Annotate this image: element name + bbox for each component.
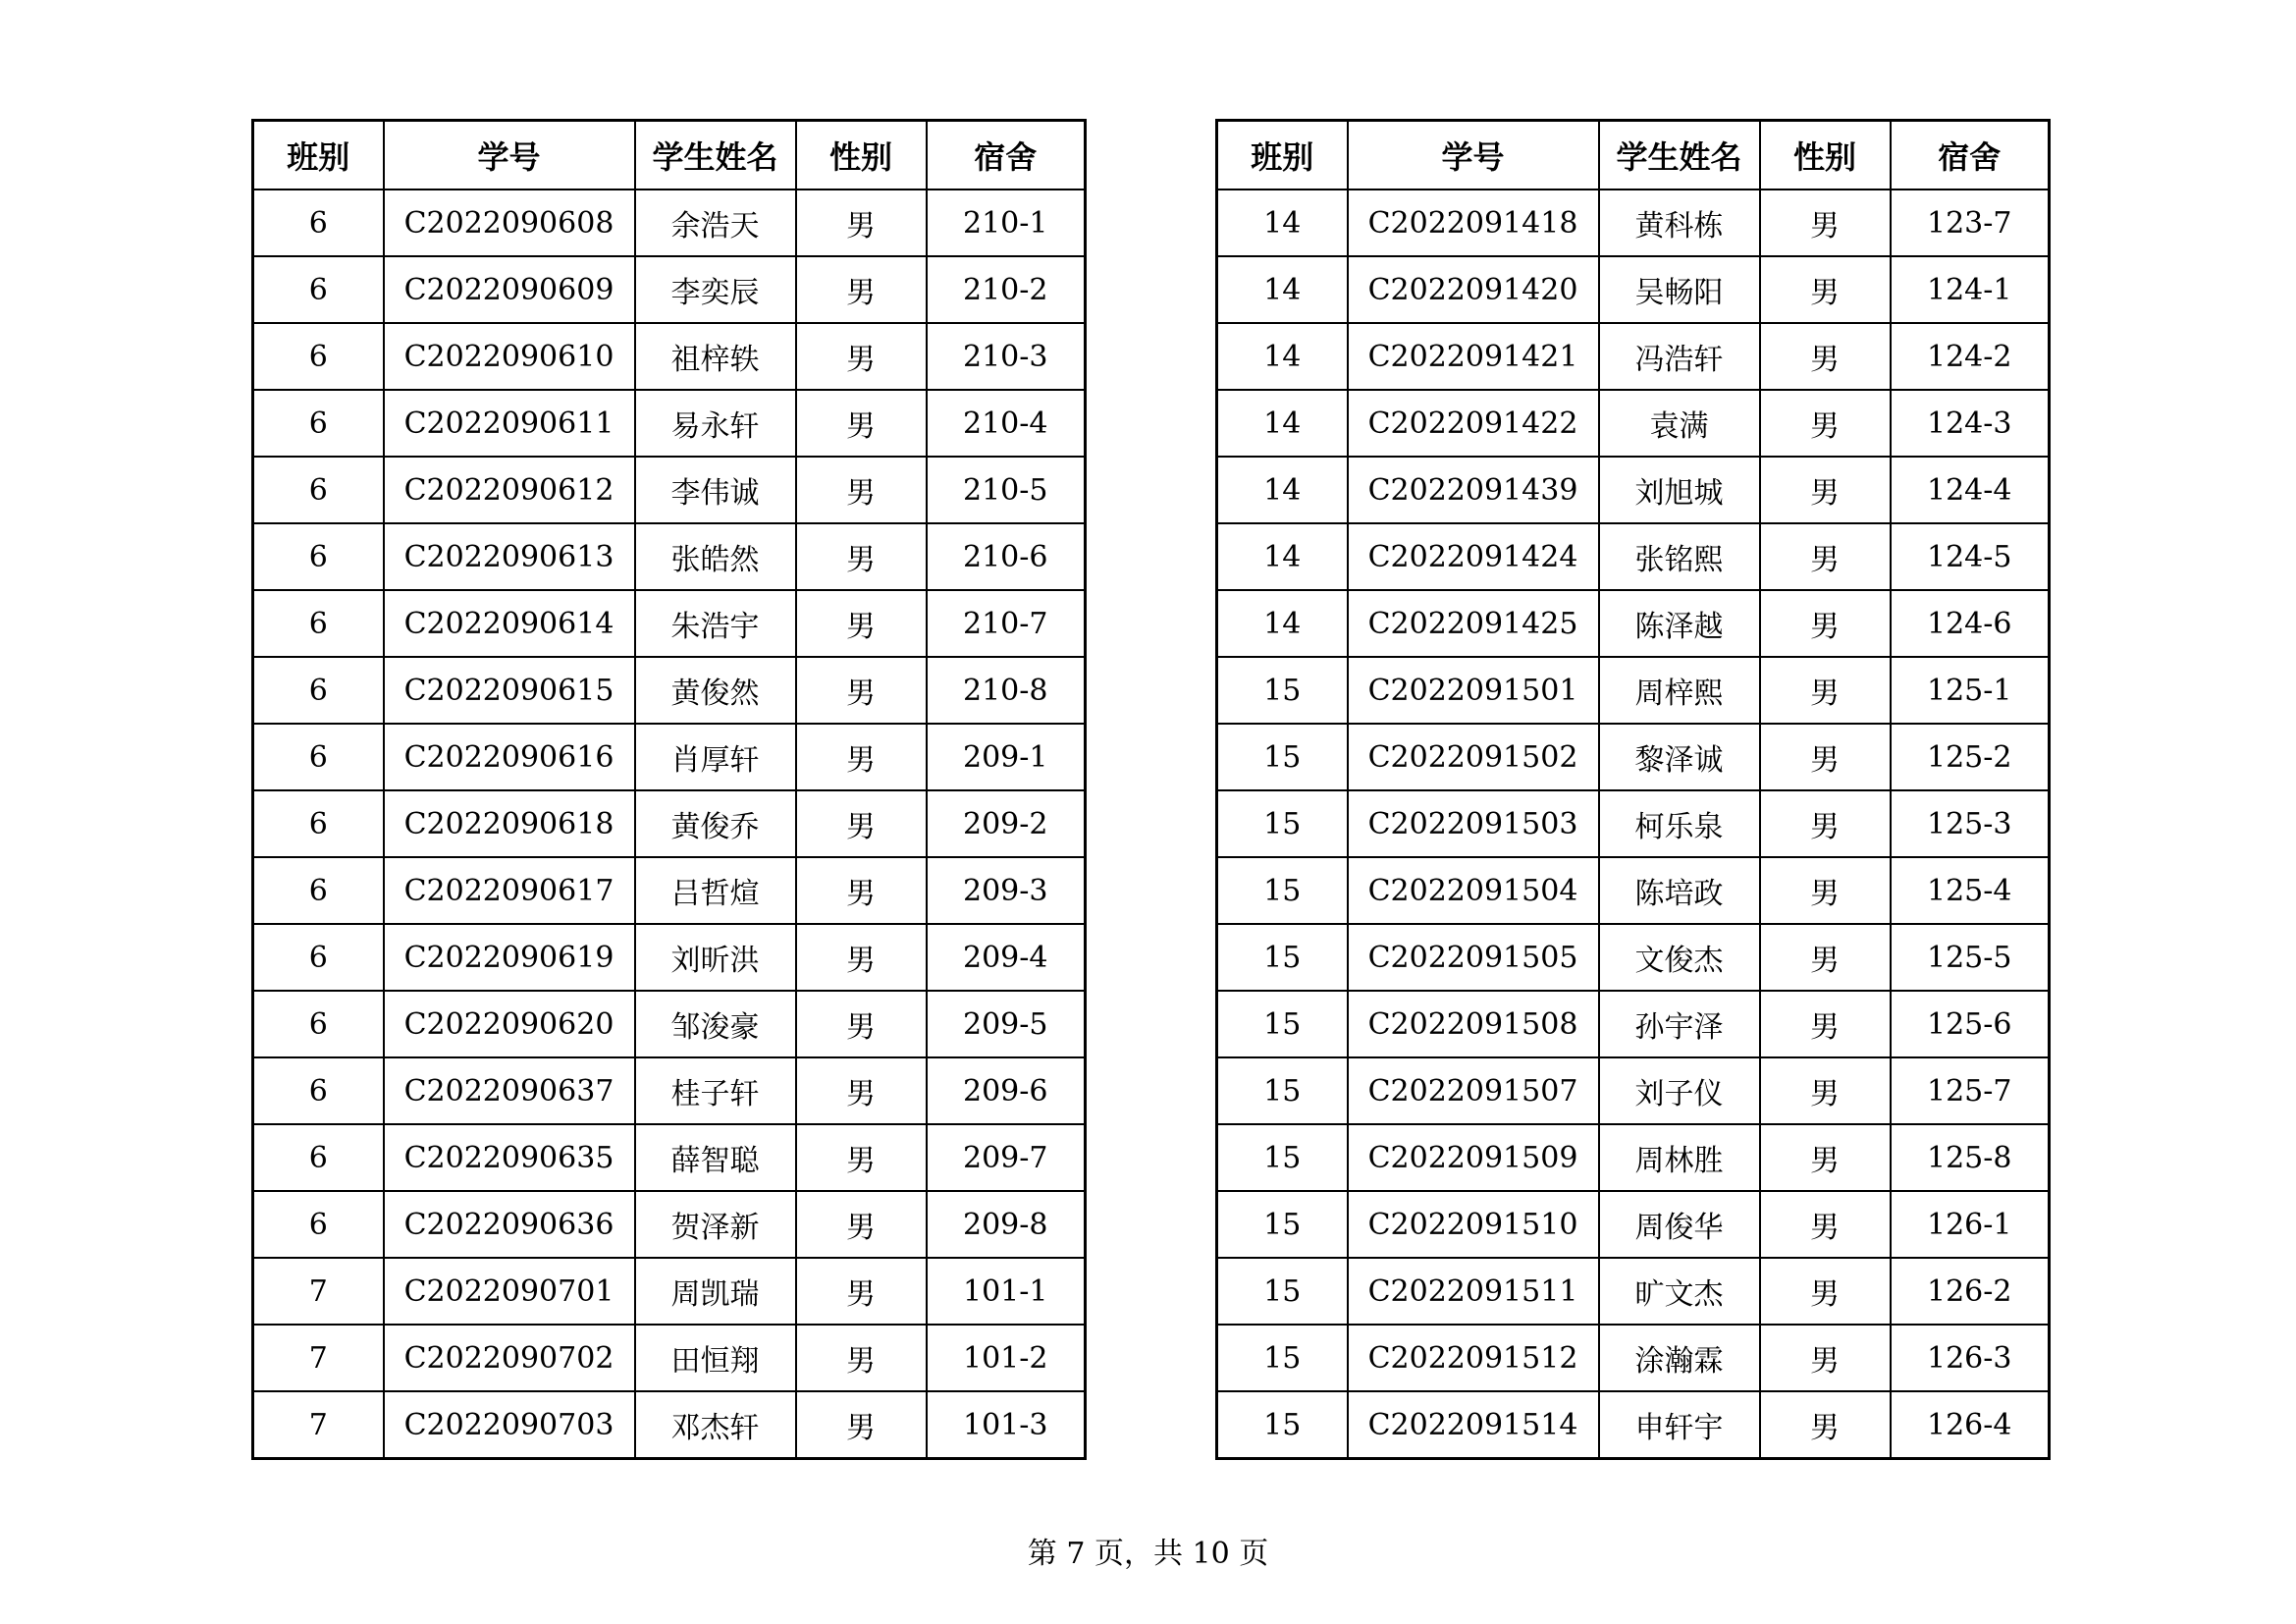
cell-gender: 男 [796,1124,927,1191]
cell-dorm: 210-3 [927,323,1086,390]
table-row [253,724,1086,790]
cell-student-name: 朱浩宇 [635,590,796,657]
cell-student-name: 孙宇泽 [1599,991,1760,1057]
cell-student-id: C2022091502 [1348,724,1599,790]
cell-student-name: 黄科栋 [1599,189,1760,256]
roster-body-left [253,189,1086,1459]
cell-gender: 男 [796,1258,927,1325]
cell-class: 6 [253,457,384,523]
cell-student-name: 周凯瑞 [635,1258,796,1325]
cell-dorm: 125-5 [1891,924,2050,991]
cell-student-name: 余浩天 [635,189,796,256]
table-row [253,1124,1086,1191]
cell-dorm: 210-5 [927,457,1086,523]
table-row [253,390,1086,457]
cell-dorm: 210-7 [927,590,1086,657]
table-row [1217,790,2050,857]
cell-class: 6 [253,590,384,657]
cell-class: 15 [1217,1191,1348,1258]
cell-class: 14 [1217,390,1348,457]
cell-student-id: C2022091505 [1348,924,1599,991]
cell-gender: 男 [796,189,927,256]
cell-dorm: 101-1 [927,1258,1086,1325]
table-row [1217,1258,2050,1325]
cell-student-name: 旷文杰 [1599,1258,1760,1325]
cell-dorm: 209-6 [927,1057,1086,1124]
cell-student-name: 周梓熙 [1599,657,1760,724]
cell-student-id: C2022090702 [384,1325,635,1391]
cell-class: 6 [253,1057,384,1124]
cell-gender: 男 [796,1191,927,1258]
table-row [1217,1057,2050,1124]
cell-gender: 男 [1760,657,1891,724]
cell-class: 7 [253,1325,384,1391]
header-student-name: 学生姓名 [635,121,796,190]
cell-student-id: C2022091504 [1348,857,1599,924]
cell-student-name: 黄俊乔 [635,790,796,857]
cell-student-name: 田恒翔 [635,1325,796,1391]
cell-gender: 男 [1760,790,1891,857]
cell-dorm: 124-5 [1891,523,2050,590]
table-row [1217,189,2050,256]
table-row [253,1191,1086,1258]
cell-gender: 男 [796,1325,927,1391]
cell-student-id: C2022091511 [1348,1258,1599,1325]
cell-class: 6 [253,390,384,457]
cell-class: 15 [1217,724,1348,790]
cell-class: 6 [253,790,384,857]
cell-dorm: 123-7 [1891,189,2050,256]
cell-class: 14 [1217,256,1348,323]
cell-gender: 男 [1760,1057,1891,1124]
cell-student-name: 黎泽诚 [1599,724,1760,790]
header-gender: 性别 [1760,121,1891,190]
cell-class: 15 [1217,1057,1348,1124]
header-class: 班别 [253,121,384,190]
cell-student-id: C2022090620 [384,991,635,1057]
cell-dorm: 210-1 [927,189,1086,256]
cell-class: 14 [1217,189,1348,256]
table-row [253,657,1086,724]
cell-student-id: C2022091510 [1348,1191,1599,1258]
table-row [253,857,1086,924]
cell-dorm: 124-4 [1891,457,2050,523]
cell-class: 14 [1217,523,1348,590]
cell-class: 6 [253,256,384,323]
cell-class: 6 [253,189,384,256]
table-row [253,590,1086,657]
cell-student-name: 李伟诚 [635,457,796,523]
cell-dorm: 125-2 [1891,724,2050,790]
cell-dorm: 209-7 [927,1124,1086,1191]
cell-class: 6 [253,657,384,724]
cell-dorm: 210-8 [927,657,1086,724]
cell-student-name: 刘子仪 [1599,1057,1760,1124]
cell-dorm: 125-7 [1891,1057,2050,1124]
cell-student-id: C2022091418 [1348,189,1599,256]
table-row [253,523,1086,590]
table-row [1217,1124,2050,1191]
cell-dorm: 126-2 [1891,1258,2050,1325]
cell-student-name: 涂瀚霖 [1599,1325,1760,1391]
cell-dorm: 209-3 [927,857,1086,924]
cell-student-id: C2022090613 [384,523,635,590]
table-row [253,1258,1086,1325]
cell-gender: 男 [796,991,927,1057]
cell-gender: 男 [1760,1391,1891,1459]
cell-gender: 男 [796,657,927,724]
cell-student-id: C2022091439 [1348,457,1599,523]
cell-student-id: C2022091512 [1348,1325,1599,1391]
header-gender: 性别 [796,121,927,190]
cell-dorm: 125-1 [1891,657,2050,724]
cell-student-name: 邹浚豪 [635,991,796,1057]
cell-class: 15 [1217,991,1348,1057]
cell-student-id: C2022090616 [384,724,635,790]
cell-gender: 男 [796,256,927,323]
cell-student-name: 黄俊然 [635,657,796,724]
cell-student-name: 陈培政 [1599,857,1760,924]
table-row [1217,256,2050,323]
cell-student-name: 袁满 [1599,390,1760,457]
header-dorm: 宿舍 [927,121,1086,190]
roster-table-left [251,119,1087,1460]
cell-gender: 男 [796,323,927,390]
cell-student-id: C2022091507 [1348,1057,1599,1124]
cell-student-name: 易永轩 [635,390,796,457]
header-student-name: 学生姓名 [1599,121,1760,190]
table-row [1217,924,2050,991]
cell-student-name: 刘昕洪 [635,924,796,991]
cell-gender: 男 [796,457,927,523]
cell-student-name: 李奕辰 [635,256,796,323]
table-row [1217,991,2050,1057]
table-row [1217,1391,2050,1459]
table-row [1217,523,2050,590]
roster-table-right [1215,119,2051,1460]
cell-gender: 男 [1760,323,1891,390]
cell-student-id: C2022091425 [1348,590,1599,657]
cell-dorm: 125-4 [1891,857,2050,924]
table-row [253,189,1086,256]
cell-gender: 男 [1760,457,1891,523]
cell-dorm: 124-3 [1891,390,2050,457]
cell-student-name: 桂子轩 [635,1057,796,1124]
cell-gender: 男 [796,724,927,790]
table-row [1217,323,2050,390]
cell-dorm: 124-1 [1891,256,2050,323]
cell-student-name: 刘旭城 [1599,457,1760,523]
cell-student-name: 周林胜 [1599,1124,1760,1191]
cell-gender: 男 [796,1391,927,1459]
cell-student-id: C2022090617 [384,857,635,924]
cell-student-id: C2022091503 [1348,790,1599,857]
table-row [1217,657,2050,724]
cell-class: 15 [1217,1124,1348,1191]
cell-class: 7 [253,1391,384,1459]
cell-gender: 男 [1760,1191,1891,1258]
table-row [1217,457,2050,523]
cell-student-id: C2022090701 [384,1258,635,1325]
cell-dorm: 209-1 [927,724,1086,790]
cell-student-name: 祖梓轶 [635,323,796,390]
cell-dorm: 126-4 [1891,1391,2050,1459]
cell-student-name: 张铭熙 [1599,523,1760,590]
header-student-id: 学号 [1348,121,1599,190]
cell-gender: 男 [1760,189,1891,256]
cell-class: 6 [253,724,384,790]
cell-class: 6 [253,523,384,590]
cell-gender: 男 [1760,523,1891,590]
cell-student-id: C2022090609 [384,256,635,323]
cell-class: 6 [253,1124,384,1191]
cell-class: 15 [1217,790,1348,857]
cell-student-id: C2022090615 [384,657,635,724]
cell-gender: 男 [1760,390,1891,457]
cell-class: 15 [1217,1391,1348,1459]
cell-student-id: C2022090636 [384,1191,635,1258]
cell-dorm: 125-8 [1891,1124,2050,1191]
cell-student-name: 陈泽越 [1599,590,1760,657]
header-class: 班别 [1217,121,1348,190]
table-row [253,1325,1086,1391]
cell-dorm: 124-2 [1891,323,2050,390]
cell-student-id: C2022090608 [384,189,635,256]
cell-gender: 男 [796,790,927,857]
table-row [253,924,1086,991]
cell-student-id: C2022091501 [1348,657,1599,724]
cell-student-name: 邓杰轩 [635,1391,796,1459]
cell-dorm: 209-8 [927,1191,1086,1258]
cell-student-id: C2022091424 [1348,523,1599,590]
cell-student-id: C2022091421 [1348,323,1599,390]
table-row [1217,1191,2050,1258]
cell-gender: 男 [796,590,927,657]
cell-student-id: C2022091509 [1348,1124,1599,1191]
cell-student-id: C2022090614 [384,590,635,657]
cell-gender: 男 [796,1057,927,1124]
cell-dorm: 209-2 [927,790,1086,857]
cell-class: 7 [253,1258,384,1325]
table-row [253,1391,1086,1459]
cell-student-id: C2022090611 [384,390,635,457]
table-row [253,1057,1086,1124]
header-row [253,121,1086,190]
cell-student-id: C2022091422 [1348,390,1599,457]
cell-gender: 男 [1760,924,1891,991]
cell-gender: 男 [1760,1124,1891,1191]
cell-dorm: 125-6 [1891,991,2050,1057]
cell-dorm: 101-2 [927,1325,1086,1391]
cell-student-name: 吴畅阳 [1599,256,1760,323]
table-row [253,457,1086,523]
cell-gender: 男 [796,857,927,924]
table-row [1217,1325,2050,1391]
cell-student-id: C2022091508 [1348,991,1599,1057]
page-footer: 第 7 页，共 10 页 [1027,1537,1269,1571]
table-row [1217,857,2050,924]
cell-gender: 男 [796,924,927,991]
cell-student-id: C2022090635 [384,1124,635,1191]
table-row [1217,590,2050,657]
cell-class: 15 [1217,924,1348,991]
cell-gender: 男 [1760,724,1891,790]
cell-class: 15 [1217,657,1348,724]
cell-class: 6 [253,924,384,991]
cell-student-id: C2022090637 [384,1057,635,1124]
cell-class: 6 [253,857,384,924]
cell-student-name: 冯浩轩 [1599,323,1760,390]
cell-class: 6 [253,991,384,1057]
header-row [1217,121,2050,190]
cell-dorm: 209-4 [927,924,1086,991]
cell-gender: 男 [1760,857,1891,924]
cell-class: 15 [1217,1258,1348,1325]
cell-student-name: 柯乐泉 [1599,790,1760,857]
table-row [1217,724,2050,790]
cell-student-name: 贺泽新 [635,1191,796,1258]
cell-gender: 男 [796,523,927,590]
cell-dorm: 210-2 [927,256,1086,323]
cell-student-id: C2022090612 [384,457,635,523]
cell-student-name: 文俊杰 [1599,924,1760,991]
cell-class: 14 [1217,457,1348,523]
cell-class: 6 [253,323,384,390]
cell-student-id: C2022090619 [384,924,635,991]
cell-student-id: C2022090703 [384,1391,635,1459]
cell-dorm: 126-3 [1891,1325,2050,1391]
roster-body-right [1217,189,2050,1459]
cell-student-name: 薛智聪 [635,1124,796,1191]
cell-student-id: C2022090610 [384,323,635,390]
cell-student-name: 肖厚轩 [635,724,796,790]
cell-gender: 男 [1760,256,1891,323]
cell-dorm: 210-6 [927,523,1086,590]
cell-class: 15 [1217,1325,1348,1391]
cell-gender: 男 [1760,1325,1891,1391]
table-row [253,790,1086,857]
cell-gender: 男 [1760,991,1891,1057]
cell-student-id: C2022091420 [1348,256,1599,323]
cell-dorm: 125-3 [1891,790,2050,857]
cell-class: 15 [1217,857,1348,924]
cell-class: 14 [1217,590,1348,657]
header-dorm: 宿舍 [1891,121,2050,190]
cell-student-name: 吕哲煊 [635,857,796,924]
cell-dorm: 126-1 [1891,1191,2050,1258]
cell-dorm: 209-5 [927,991,1086,1057]
cell-student-name: 周俊华 [1599,1191,1760,1258]
table-row [1217,390,2050,457]
cell-student-id: C2022091514 [1348,1391,1599,1459]
cell-gender: 男 [796,390,927,457]
table-row [253,256,1086,323]
header-student-id: 学号 [384,121,635,190]
cell-dorm: 210-4 [927,390,1086,457]
cell-student-name: 张皓然 [635,523,796,590]
cell-dorm: 124-6 [1891,590,2050,657]
cell-gender: 男 [1760,1258,1891,1325]
cell-student-id: C2022090618 [384,790,635,857]
table-row [253,991,1086,1057]
cell-class: 6 [253,1191,384,1258]
cell-gender: 男 [1760,590,1891,657]
cell-class: 14 [1217,323,1348,390]
table-row [253,323,1086,390]
cell-student-name: 申轩宇 [1599,1391,1760,1459]
cell-dorm: 101-3 [927,1391,1086,1459]
